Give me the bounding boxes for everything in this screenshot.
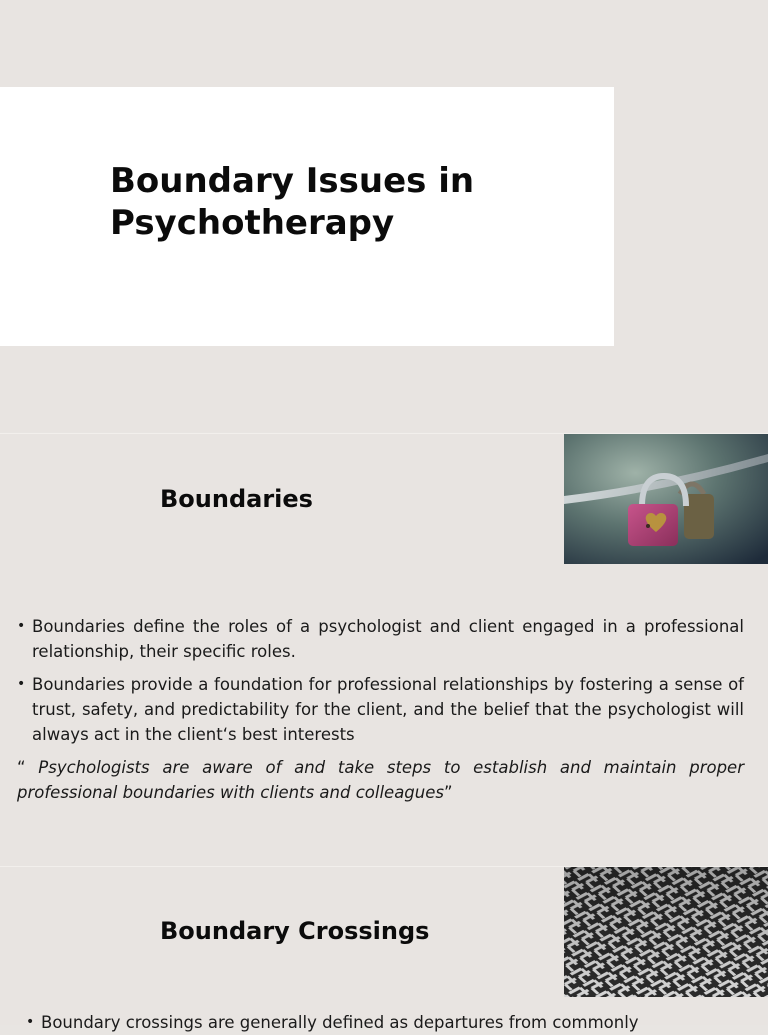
- title-slide: [0, 0, 768, 432]
- slide-heading: Boundary Crossings: [160, 917, 430, 945]
- padlock-photo: [564, 434, 768, 564]
- quote: [17, 755, 744, 805]
- presentation-title: Boundary Issues in Psychotherapy: [110, 161, 475, 243]
- bullet-list: [17, 614, 744, 755]
- quote-text: Psychologists are aware of and take steps to establish and maintain proper professional boundaries with clients and colleagues: [17, 758, 744, 802]
- padlock-icon: [564, 434, 768, 564]
- slide-heading: Boundaries: [160, 485, 313, 513]
- maze-photo: [564, 867, 768, 997]
- boundaries-slide: [0, 433, 768, 866]
- quote-open-mark: “: [17, 758, 39, 777]
- quote-close-mark: ”: [444, 783, 453, 802]
- bullet-item: • Boundaries provide a foundation for professional relationships by fostering a sense of trust, safety, and predictability for the client, and the belief that the psychologist will always act in the client‘s best interests: [17, 672, 744, 747]
- bullet-item: • Boundary crossings are generally defined as departures from commonly: [26, 1010, 741, 1035]
- boundary-crossings-slide: [0, 866, 768, 1032]
- bullet-item: • Boundaries define the roles of a psychologist and client engaged in a professional relationship, their specific roles.: [17, 614, 744, 664]
- maze-icon: [564, 867, 768, 997]
